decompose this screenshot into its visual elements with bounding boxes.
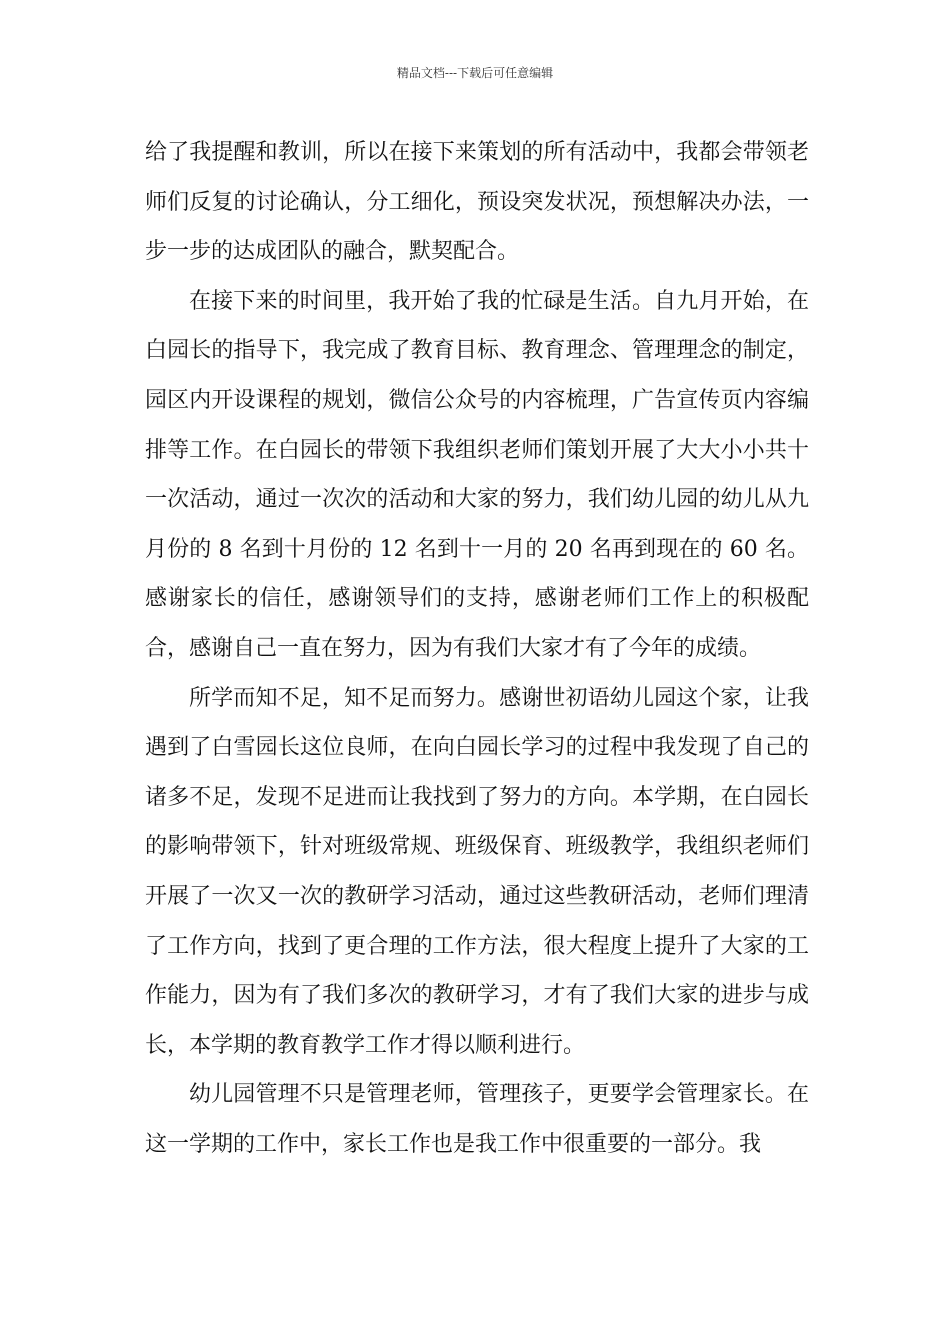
paragraph-4: 幼儿园管理不只是管理老师，管理孩子，更要学会管理家长。在这一学期的工作中，家长工作也是我工作中很重要的一部分。我 <box>145 1082 809 1157</box>
document-body <box>145 128 809 1169</box>
paragraph-1: 给了我提醒和教训，所以在接下来策划的所有活动中，我都会带领老师们反复的讨论确认，分工细化，预设突发状况，预想解决办法，一步一步的达成团队的融合，默契配合。 <box>145 140 809 265</box>
paragraph-2: 在接下来的时间里，我开始了我的忙碌是生活。自九月开始，在白园长的指导下，我完成了教育目标、教育理念、管理理念的制定，园区内开设课程的规划，微信公众号的内容梳理，广告宣传页内容编排等工作。在白园长的带领下我组织老师们策划开展了大大小小共十一次活动，通过一次次的活动和大家的努力，我们幼儿园的幼儿从九月份的 8 名到十月份的 12 名到十一月的 20 名再到现在的 60 名。感谢家长的信任，感谢领导们的支持，感谢老师们工作上的积极配合，感谢自己一直在努力，因为有我们大家才有了今年的成绩。 <box>145 288 809 661</box>
paragraph-3: 所学而知不足，知不足而努力。感谢世初语幼儿园这个家，让我遇到了白雪园长这位良师，在向白园长学习的过程中我发现了自己的诸多不足，发现不足进而让我找到了努力的方向。本学期，在白园长的影响带领下，针对班级常规、班级保育、班级教学，我组织老师们开展了一次又一次的教研学习活动，通过这些教研活动，老师们理清了工作方向，找到了更合理的工作方法，很大程度上提升了大家的工作能力，因为有了我们多次的教研学习，才有了我们大家的进步与成长，本学期的教育教学工作才得以顺利进行。 <box>145 685 809 1058</box>
page-header: 精品文档---下载后可任意编辑 <box>396 66 554 80</box>
